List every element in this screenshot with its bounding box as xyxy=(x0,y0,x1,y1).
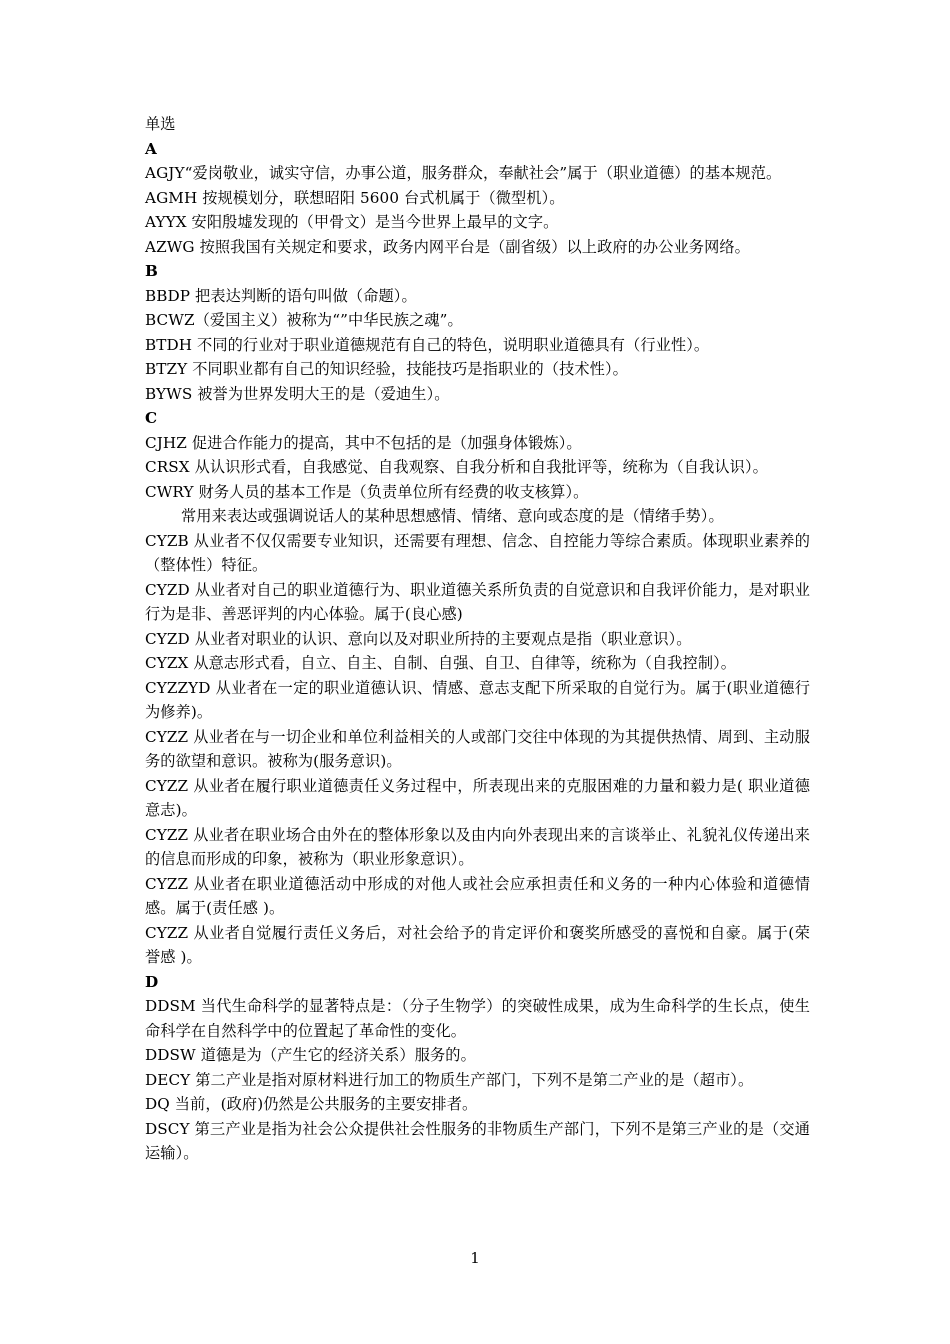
entry-paragraph: AGJY“爱岗敬业，诚实守信，办事公道，服务群众，奉献社会”属于（职业道德）的基本规范。 xyxy=(145,164,782,182)
entry-paragraph: AGMH 按规模划分，联想昭阳 5600 台式机属于（微型机）。 xyxy=(145,188,565,207)
entry-paragraph: CRSX 从认识形式看，自我感觉、自我观察、自我分析和自我批评等，统称为（自我认识）。 xyxy=(145,458,768,476)
entry-paragraph: DECY 第二产业是指对原材料进行加工的物质生产部门，下列不是第二产业的是（超市）。 xyxy=(145,1070,754,1089)
entry-paragraph: CYZD 从业者对自己的职业道德行为、职业道德关系所负责的自觉意识和自我评价能力，是对职业行为是非、善恶评判的内心体验。属于(良心感) xyxy=(145,580,810,623)
entry-paragraph: CYZZ 从业者在职业场合由外在的整体形象以及由内向外表现出来的言谈举止、礼貌礼仪传递出来的信息而形成的印象，被称为（职业形象意识）。 xyxy=(145,825,810,868)
entry-paragraph: CYZZ 从业者在职业道德活动中形成的对他人或社会应承担责任和义务的一种内心体验和道德情感。属于(责任感 )。 xyxy=(145,874,810,917)
entry-paragraph: CYZZYD 从业者在一定的职业道德认识、情感、意志支配下所采取的自觉行为。属于(职业道德行为修养)。 xyxy=(145,678,810,721)
entry-paragraph: CJHZ 促进合作能力的提高，其中不包括的是（加强身体锻炼）。 xyxy=(145,433,582,452)
entry-paragraph: DQ 当前，(政府)仍然是公共服务的主要安排者。 xyxy=(145,1095,478,1113)
entry-paragraph: CYZZ 从业者在与一切企业和单位利益相关的人或部门交往中体现的为其提供热情、周到、主动服务的欲望和意识。被称为(服务意识)。 xyxy=(145,727,810,770)
entry-paragraph: BCWZ（爱国主义）被称为“”中华民族之魂”。 xyxy=(145,311,463,329)
document-body xyxy=(145,112,810,1166)
section-heading-b: B xyxy=(145,262,158,280)
section-heading-a: A xyxy=(145,139,157,158)
entry-paragraph: BYWS 被誉为世界发明大王的是（爱迪生）。 xyxy=(145,384,450,403)
entry-paragraph: CYZZ 从业者在履行职业道德责任义务过程中，所表现出来的克服困难的力量和毅力是( 职业道德意志)。 xyxy=(145,776,810,819)
entry-paragraph: BTDH 不同的行业对于职业道德规范有自己的特色，说明职业道德具有（行业性）。 xyxy=(145,335,710,354)
entry-paragraph: CYZB 从业者不仅仅需要专业知识，还需要有理想、信念、自控能力等综合素质。体现职业素养的（整体性）特征。 xyxy=(145,531,810,574)
section-heading-d: D xyxy=(145,972,159,991)
entry-paragraph: AZWG 按照我国有关规定和要求，政务内网平台是（副省级）以上政府的办公业务网络。 xyxy=(145,237,750,256)
entry-paragraph: DDSM 当代生命科学的显著特点是：（分子生物学）的突破性成果，成为生命科学的生长点，使生命科学在自然科学中的位置起了革命性的变化。 xyxy=(145,997,810,1040)
entry-paragraph: AYYX 安阳殷墟发现的（甲骨文）是当今世界上最早的文字。 xyxy=(145,213,559,231)
entry-paragraph: CWRY 财务人员的基本工作是（负责单位所有经费的收支核算）。 xyxy=(145,482,589,501)
page-number: 1 xyxy=(470,1249,480,1267)
entry-paragraph: CYZD 从业者对职业的认识、意向以及对职业所持的主要观点是指（职业意识）。 xyxy=(145,629,692,648)
entry-paragraph: CYZZ 从业者自觉履行责任义务后，对社会给予的肯定评价和褒奖所感受的喜悦和自豪。属于(荣誉感 )。 xyxy=(145,923,810,966)
entry-paragraph: DDSW 道德是为（产生它的经济关系）服务的。 xyxy=(145,1046,476,1064)
entry-paragraph-indented: 常用来表达或强调说话人的某种思想感情、情绪、意向或态度的是（情绪手势）。 xyxy=(181,507,724,525)
entry-paragraph: BBDP 把表达判断的语句叫做（命题）。 xyxy=(145,286,417,305)
entry-paragraph: CYZX 从意志形式看，自立、自主、自制、自强、自卫、自律等，统称为（自我控制）。 xyxy=(145,654,737,672)
entry-paragraph: DSCY 第三产业是指为社会公众提供社会性服务的非物质生产部门，下列不是第三产业的是（交通运输）。 xyxy=(145,1119,810,1162)
entry-paragraph: BTZY 不同职业都有自己的知识经验，技能技巧是指职业的（技术性）。 xyxy=(145,360,628,378)
document-title: 单选 xyxy=(145,115,176,133)
section-heading-c: C xyxy=(145,409,158,427)
